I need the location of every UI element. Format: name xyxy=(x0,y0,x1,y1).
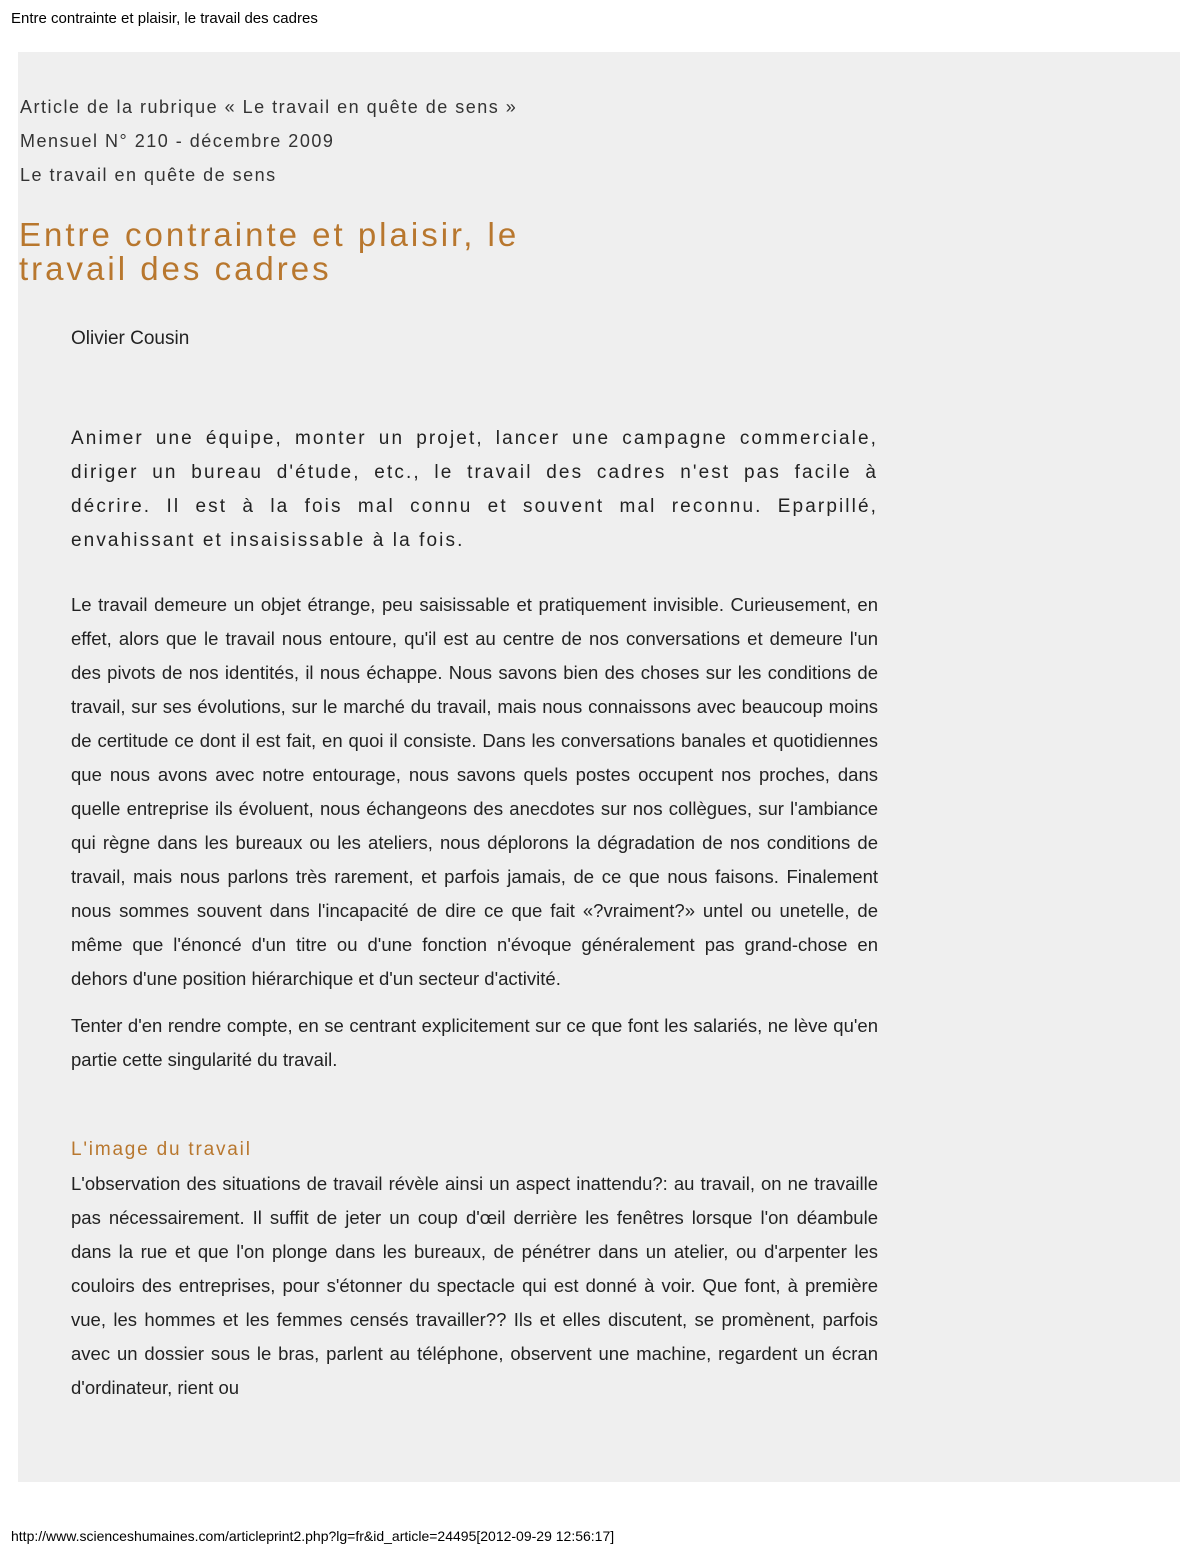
issue-line: Mensuel N° 210 - décembre 2009 xyxy=(20,131,335,151)
body-paragraph: Tenter d'en rendre compte, en se centrant explicitement sur ce que font les salariés, ne lève qu'en partie cette singularité du travail. xyxy=(71,1015,878,1070)
article-panel xyxy=(18,52,1180,1482)
article-lead: Animer une équipe, monter un projet, lancer une campagne commerciale, diriger un bureau d'étude, etc., le travail des cadres n'est pas facile à décrire. Il est à la fois mal connu et souvent mal reconnu. Eparpillé, envahissant et insaisissable à la fois. xyxy=(71,428,878,551)
dossier-line: Le travail en quête de sens xyxy=(20,165,277,185)
section-heading: L'image du travail xyxy=(71,1139,252,1160)
print-footer-url: http://www.scienceshumaines.com/articleprint2.php?lg=fr&id_article=24495[2012-09-29 12:56:17] xyxy=(11,1528,615,1544)
article-meta xyxy=(20,90,517,192)
section-paragraph: L'observation des situations de travail révèle ainsi un aspect inattendu?: au travail, on ne travaille pas nécessairement. Il suffit de jeter un coup d'œil derrière les fenêtres lorsque l'on déambule dans la rue et que l'on plonge dans les bureaux, de pénétrer dans un atelier, ou d'arpenter les couloirs des entreprises, pour s'étonner du spectacle qui est donné à voir. Que font, à première vue, les hommes et les femmes censés travailler?? Ils et elles discutent, se promènent, parfois avec un dossier sous le bras, parlent au téléphone, observent une machine, regardent un écran d'ordinateur, rient ou xyxy=(71,1173,878,1398)
print-header-title: Entre contrainte et plaisir, le travail des cadres xyxy=(11,10,318,27)
body-paragraph: Le travail demeure un objet étrange, peu saisissable et pratiquement invisible. Curieusement, en effet, alors que le travail nous entoure, qu'il est au centre de nos conversations et demeure l'un des pivots de nos identités, il nous échappe. Nous savons bien des choses sur les conditions de travail, sur ses évolutions, sur le marché du travail, mais nous connaissons avec beaucoup moins de certitude ce dont il est fait, en quoi il consiste. Dans les conversations banales et quotidiennes que nous avons avec notre entourage, nous savons quels postes occupent nos proches, dans quelle entreprise ils évoluent, nous échangeons des anecdotes sur nos collègues, sur l'ambiance qui règne dans les bureaux ou les ateliers, nous déplorons la dégradation de nos conditions de travail, mais nous parlons très rarement, et parfois jamais, de ce que nous faisons. Finalement nous sommes souvent dans l'incapacité de dire ce que fait «?vraiment?» untel ou unetelle, de même que l'énoncé d'un titre ou d'une fonction n'évoque généralement pas grand-chose en dehors d'une position hiérarchique et d'un secteur d'activité. xyxy=(71,594,878,989)
article-body xyxy=(71,422,878,1418)
article-author: Olivier Cousin xyxy=(71,328,190,349)
article-title: Entre contrainte et plaisir, le travail des cadres xyxy=(19,216,520,287)
rubric-line: Article de la rubrique « Le travail en quête de sens » xyxy=(20,97,518,117)
